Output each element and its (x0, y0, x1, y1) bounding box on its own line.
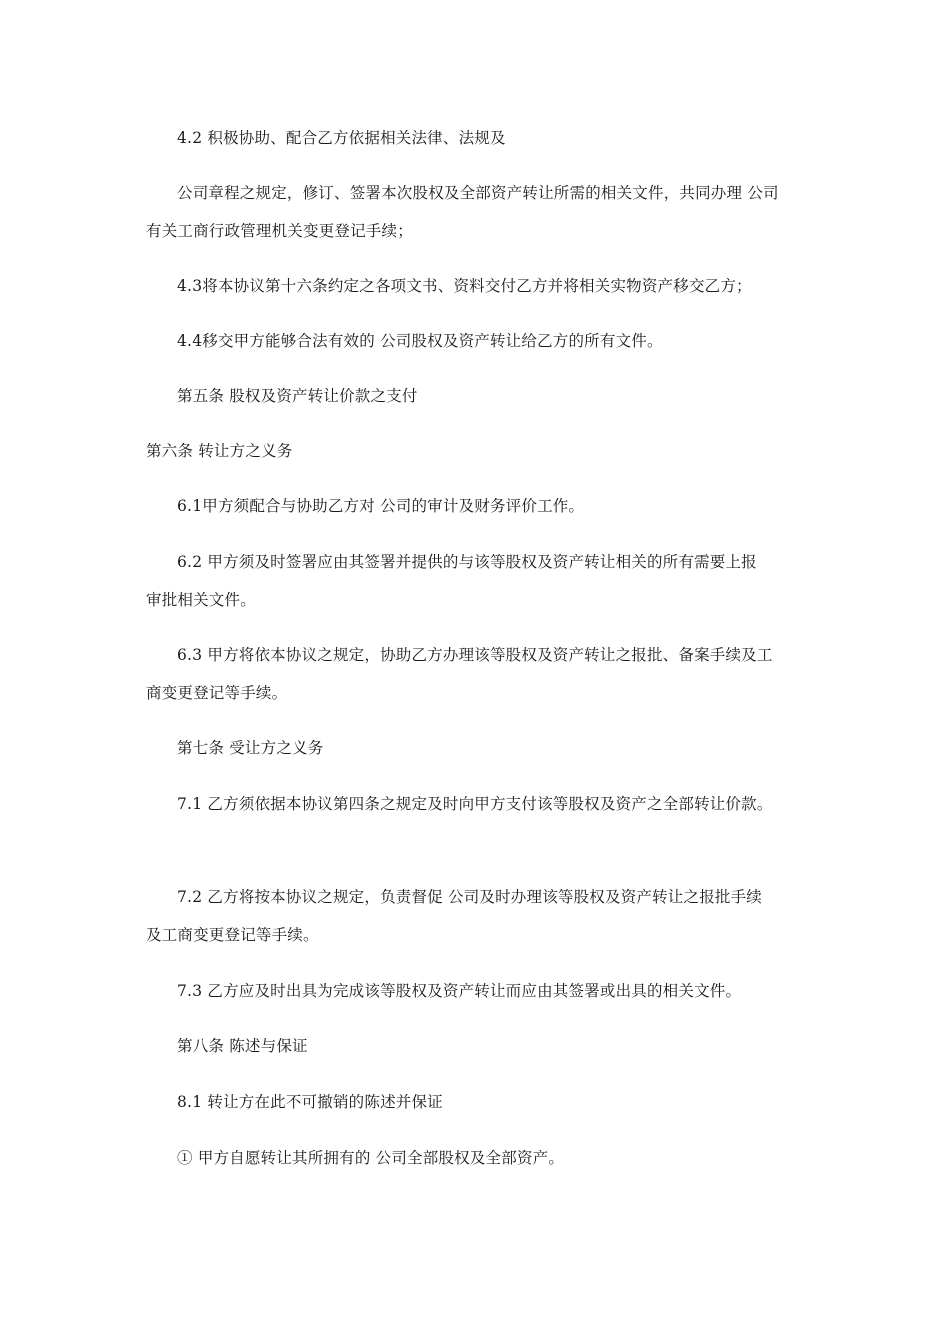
clause-6-1: 6.1甲方须配合与协助乙方对 公司的审计及财务评价工作。 (177, 497, 585, 515)
clause-7-2: 7.2 乙方将按本协议之规定，负责督促 公司及时办理该等股权及资产转让之报批手续 (177, 888, 763, 906)
article-5-heading: 第五条 股权及资产转让价款之支付 (177, 387, 418, 405)
clause-7-1: 7.1 乙方须依据本协议第四条之规定及时向甲方支付该等股权及资产之全部转让价款。 (177, 795, 773, 813)
clause-4-2: 4.2 积极协助、配合乙方依据相关法律、法规及 (177, 129, 506, 147)
clause-8-1-item-1: ① 甲方自愿转让其所拥有的 公司全部股权及全部资产。 (177, 1149, 565, 1167)
clause-8-1: 8.1 转让方在此不可撤销的陈述并保证 (177, 1093, 443, 1111)
clause-6-2: 6.2 甲方须及时签署应由其签署并提供的与该等股权及资产转让相关的所有需要上报 (177, 553, 757, 571)
clause-6-3-continued: 商变更登记等手续。 (146, 684, 288, 702)
article-7-heading: 第七条 受让方之义务 (177, 739, 324, 757)
clause-4-4: 4.4移交甲方能够合法有效的 公司股权及资产转让给乙方的所有文件。 (177, 332, 663, 350)
clause-6-2-continued: 审批相关文件。 (146, 591, 256, 609)
clause-4-2-continued: 公司章程之规定，修订、签署本次股权及全部资产转让所需的相关文件，共同办理 公司 (177, 184, 779, 202)
clause-7-2-continued: 及工商变更登记等手续。 (146, 926, 319, 944)
clause-4-2-continued-2: 有关工商行政管理机关变更登记手续； (146, 222, 413, 240)
clause-4-3: 4.3将本协议第十六条约定之各项文书、资料交付乙方并将相关实物资产移交乙方； (177, 277, 752, 295)
article-6-heading: 第六条 转让方之义务 (146, 442, 293, 460)
clause-7-3: 7.3 乙方应及时出具为完成该等股权及资产转让而应由其签署或出具的相关文件。 (177, 982, 742, 1000)
clause-6-3: 6.3 甲方将依本协议之规定，协助乙方办理该等股权及资产转让之报批、备案手续及工 (177, 646, 773, 664)
article-8-heading: 第八条 陈述与保证 (177, 1037, 308, 1055)
